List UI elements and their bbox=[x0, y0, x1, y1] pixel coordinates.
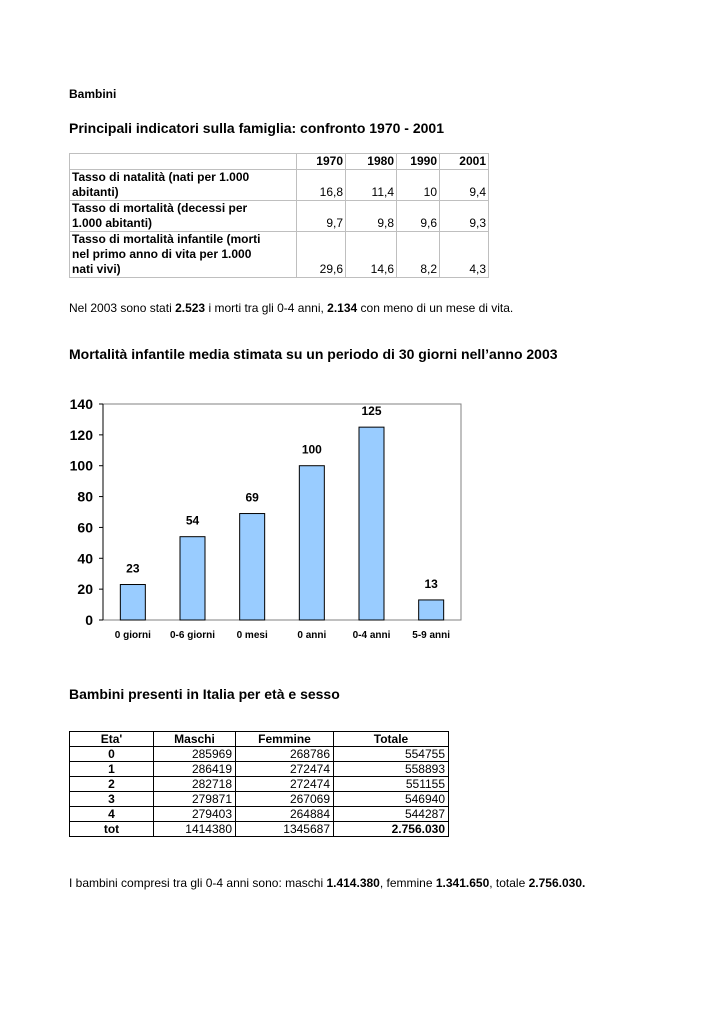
population-row bbox=[70, 807, 449, 822]
total-cell: 544287 bbox=[334, 807, 449, 822]
indicator-value: 14,6 bbox=[346, 232, 397, 278]
indicator-label: Tasso di natalità (nati per 1.000 abitanti) bbox=[70, 170, 297, 201]
total-cell: 554755 bbox=[334, 747, 449, 762]
males-cell: 279871 bbox=[154, 792, 236, 807]
population-table bbox=[69, 731, 449, 837]
bar bbox=[240, 514, 265, 620]
bar bbox=[299, 466, 324, 620]
indicators-corner-cell bbox=[70, 154, 297, 170]
y-tick-label: 140 bbox=[69, 396, 93, 412]
males-total-cell: 1414380 bbox=[154, 822, 236, 837]
females-total-cell: 1345687 bbox=[236, 822, 334, 837]
indicator-value: 8,2 bbox=[397, 232, 440, 278]
x-tick-label: 0-6 giorni bbox=[169, 630, 216, 641]
age-cell: 2 bbox=[70, 777, 154, 792]
x-tick-label: 0 mesi bbox=[236, 630, 268, 641]
grand-total-cell: 2.756.030 bbox=[334, 822, 449, 837]
x-tick-label: 0-4 anni bbox=[352, 630, 391, 641]
x-tick-label: 0 anni bbox=[297, 630, 327, 641]
column-header: Totale bbox=[334, 732, 449, 747]
indicator-value: 29,6 bbox=[297, 232, 346, 278]
total-cell: 551155 bbox=[334, 777, 449, 792]
age-cell: 0 bbox=[70, 747, 154, 762]
age-cell: 3 bbox=[70, 792, 154, 807]
females-cell: 264884 bbox=[236, 807, 334, 822]
females-cell: 267069 bbox=[236, 792, 334, 807]
section-label: Bambini bbox=[69, 87, 117, 101]
column-header: Femmine bbox=[236, 732, 334, 747]
age-cell: tot bbox=[70, 822, 154, 837]
males-cell: 282718 bbox=[154, 777, 236, 792]
population-total-row bbox=[70, 822, 449, 837]
indicator-value: 11,4 bbox=[346, 170, 397, 201]
population-title: Bambini presenti in Italia per età e sesso bbox=[69, 686, 340, 702]
indicator-label: Tasso di mortalità (decessi per 1.000 abitanti) bbox=[70, 201, 297, 232]
y-tick-label: 20 bbox=[77, 581, 93, 598]
total-cell: 546940 bbox=[334, 792, 449, 807]
column-header: Maschi bbox=[154, 732, 236, 747]
y-tick-label: 0 bbox=[85, 612, 93, 628]
population-header-row bbox=[70, 732, 449, 747]
total-cell: 558893 bbox=[334, 762, 449, 777]
indicators-header-row bbox=[70, 154, 489, 170]
bar bbox=[180, 537, 205, 620]
indicator-value: 9,3 bbox=[440, 201, 489, 232]
indicator-value: 9,7 bbox=[297, 201, 346, 232]
indicator-label: Tasso di mortalità infantile (morti nel primo anno di vita per 1.000 nati vivi) bbox=[70, 232, 297, 278]
x-tick-label: 0 giorni bbox=[114, 630, 151, 641]
bar-value-label: 23 bbox=[126, 561, 140, 576]
males-cell: 285969 bbox=[154, 747, 236, 762]
indicator-value: 9,6 bbox=[397, 201, 440, 232]
year-header: 1980 bbox=[346, 154, 397, 170]
indicator-value: 9,4 bbox=[440, 170, 489, 201]
indicator-value: 10 bbox=[397, 170, 440, 201]
indicator-value: 4,3 bbox=[440, 232, 489, 278]
population-row bbox=[70, 792, 449, 807]
deaths-note: Nel 2003 sono stati 2.523 i morti tra gli 0-4 anni, 2.134 con meno di un mese di vita. bbox=[69, 301, 514, 315]
y-tick-label: 120 bbox=[69, 426, 93, 443]
year-header: 2001 bbox=[440, 154, 489, 170]
age-cell: 1 bbox=[70, 762, 154, 777]
population-row bbox=[70, 747, 449, 762]
population-row bbox=[70, 762, 449, 777]
y-tick-label: 60 bbox=[77, 519, 93, 536]
plot-area bbox=[103, 404, 461, 620]
year-header: 1970 bbox=[297, 154, 346, 170]
age-cell: 4 bbox=[70, 807, 154, 822]
population-row bbox=[70, 777, 449, 792]
y-tick-label: 100 bbox=[69, 457, 93, 474]
summary-note: I bambini compresi tra gli 0-4 anni sono: maschi 1.414.380, femmine 1.341.650, totale 2.756.030. bbox=[69, 876, 586, 890]
bar-value-label: 125 bbox=[361, 404, 382, 419]
year-header: 1990 bbox=[397, 154, 440, 170]
x-tick-label: 5-9 anni bbox=[412, 630, 451, 641]
males-cell: 286419 bbox=[154, 762, 236, 777]
indicator-row bbox=[70, 201, 489, 232]
bar bbox=[419, 600, 444, 620]
indicator-value: 9,8 bbox=[346, 201, 397, 232]
y-axis bbox=[70, 396, 103, 628]
infant-mortality-chart bbox=[60, 390, 480, 650]
males-cell: 279403 bbox=[154, 807, 236, 822]
indicators-table bbox=[69, 153, 489, 278]
females-cell: 268786 bbox=[236, 747, 334, 762]
y-tick-label: 80 bbox=[77, 488, 93, 505]
bar-value-label: 100 bbox=[301, 442, 322, 457]
indicator-row bbox=[70, 232, 489, 278]
chart-section-title: Mortalità infantile media stimata su un periodo di 30 giorni nell’anno 2003 bbox=[69, 346, 558, 362]
y-tick-label: 40 bbox=[77, 550, 93, 567]
column-header: Eta' bbox=[70, 732, 154, 747]
indicator-row bbox=[70, 170, 489, 201]
females-cell: 272474 bbox=[236, 777, 334, 792]
bar-value-label: 54 bbox=[185, 513, 200, 528]
indicators-title: Principali indicatori sulla famiglia: confronto 1970 - 2001 bbox=[69, 120, 444, 136]
bar bbox=[359, 427, 384, 620]
bar-value-label: 13 bbox=[424, 576, 438, 591]
bar-value-label: 69 bbox=[245, 490, 259, 505]
indicator-value: 16,8 bbox=[297, 170, 346, 201]
x-axis-labels bbox=[115, 630, 451, 641]
females-cell: 272474 bbox=[236, 762, 334, 777]
bar bbox=[120, 585, 145, 620]
